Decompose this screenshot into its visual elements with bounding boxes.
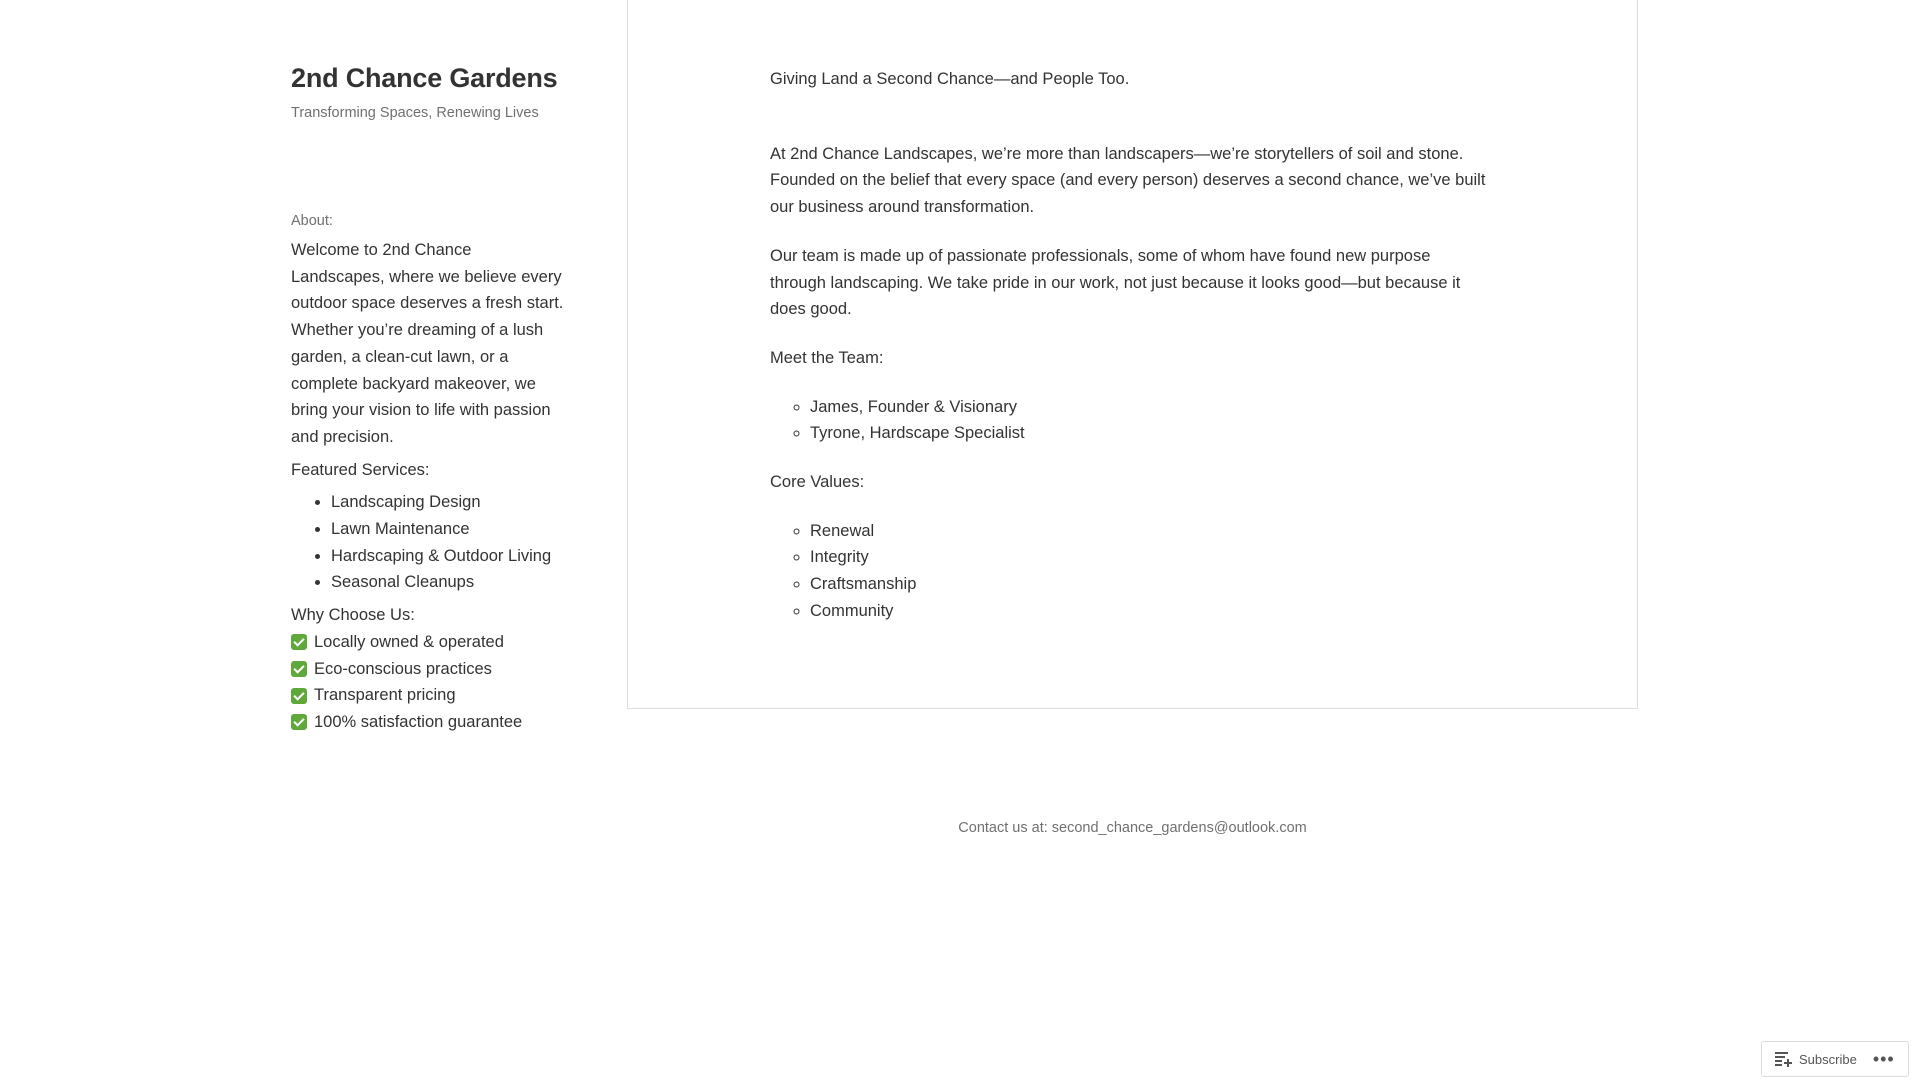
intro-paragraph: At 2nd Chance Landscapes, we’re more than landscapers—we’re storytellers of soil and stone. Founded on the belief that every space (and every person) deserves a second chance, we’ve built our business around transformation. <box>770 144 1486 217</box>
check-mark-icon <box>291 688 307 704</box>
subscribe-label: Subscribe <box>1799 1051 1857 1067</box>
check-mark-icon <box>291 661 307 677</box>
why-heading: Why Choose Us: <box>291 606 415 625</box>
list-item: ◦ Craftsmanship <box>810 571 1490 598</box>
why-item-label: Locally owned & operated <box>314 632 504 651</box>
list-item: • Lawn Maintenance <box>331 516 566 543</box>
about-widget <box>291 237 566 736</box>
about-text: Welcome to 2nd Chance Landscapes, where we believe every outdoor space deserves a fresh start. Whether you’re dreaming of a lush garden, a clean-cut lawn, or a complete backyard makeover, we bring your vision to life with passion and precision. <box>291 241 564 446</box>
why-item-label: 100% satisfaction guarantee <box>314 712 523 731</box>
page-headline: Giving Land a Second Chance—and People Too. <box>770 70 1130 88</box>
footer-contact: Contact us at: second_chance_gardens@outlook.com <box>958 820 1307 836</box>
why-item-label: Transparent pricing <box>314 686 456 705</box>
values-heading: Core Values: <box>770 473 865 492</box>
site-tagline: Transforming Spaces, Renewing Lives <box>291 105 539 121</box>
list-item: ◦ Tyrone, Hardscape Specialist <box>810 420 1490 447</box>
list-item: • Seasonal Cleanups <box>331 569 566 596</box>
why-item <box>291 682 566 709</box>
why-item <box>291 709 566 736</box>
team-heading: Meet the Team: <box>770 348 884 367</box>
reader-subscribe-icon <box>1774 1051 1792 1067</box>
site-title[interactable]: 2nd Chance Gardens <box>291 63 558 93</box>
more-options-icon[interactable]: ••• <box>1872 1049 1895 1069</box>
list-item: • Landscaping Design <box>331 489 566 516</box>
team-paragraph: Our team is made up of passionate professionals, some of whom have found new purpose through landscaping. We take pride in our work, not just because it looks good—but because it does good. <box>770 246 1461 319</box>
sidebar <box>291 56 566 736</box>
list-item: • Hardscaping & Outdoor Living <box>331 543 566 570</box>
list-item: ◦ James, Founder & Visionary <box>810 394 1490 421</box>
subscribe-button[interactable] <box>1762 1051 1857 1067</box>
team-list <box>770 394 1490 447</box>
why-item <box>291 656 566 683</box>
list-item: ◦ Integrity <box>810 544 1490 571</box>
about-label: About: <box>291 213 333 229</box>
values-list <box>770 518 1490 625</box>
why-item <box>291 629 566 656</box>
check-mark-icon <box>291 714 307 730</box>
list-item: ◦ Community <box>810 598 1490 625</box>
why-item-label: Eco-conscious practices <box>314 659 492 678</box>
subscribe-bar <box>1761 1041 1909 1077</box>
services-list <box>291 489 566 596</box>
services-heading: Featured Services: <box>291 460 430 479</box>
list-item: ◦ Renewal <box>810 518 1490 545</box>
check-mark-icon <box>291 634 307 650</box>
main-content <box>770 66 1490 647</box>
